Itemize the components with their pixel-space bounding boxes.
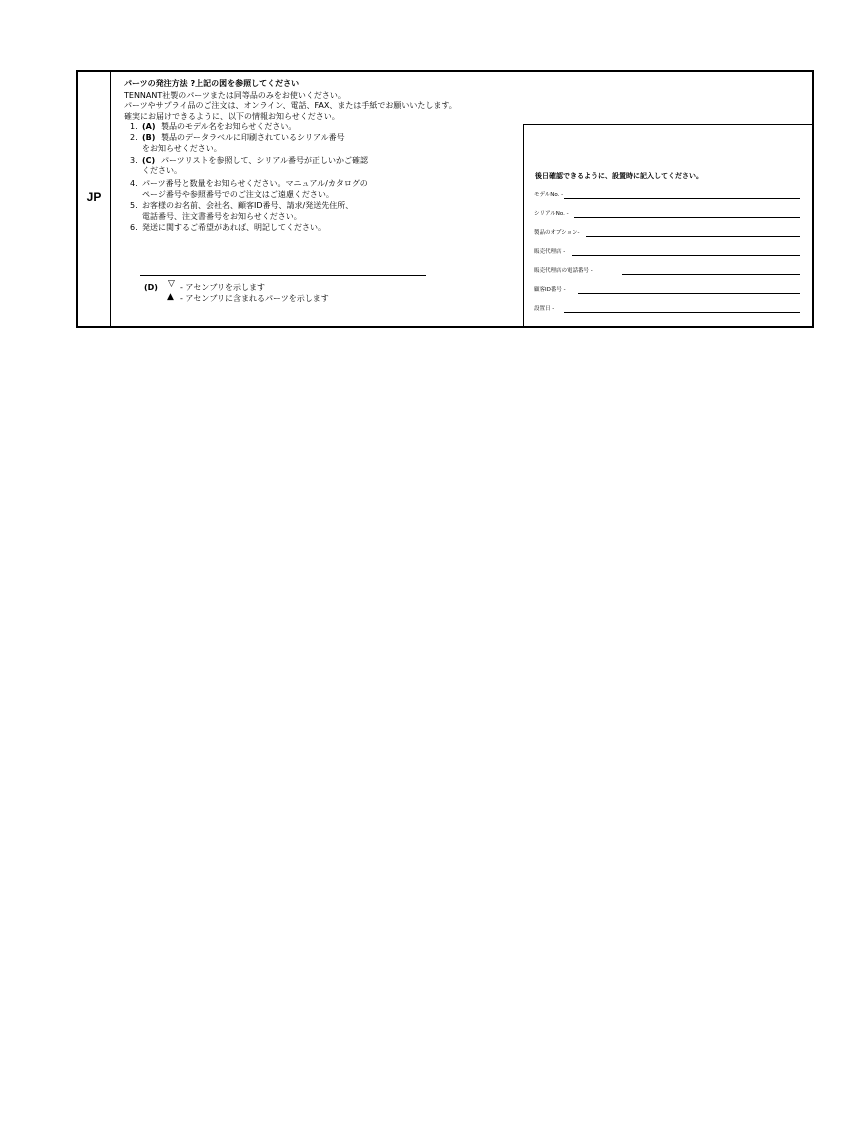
step-number: 6. [130, 223, 138, 232]
dealer-field[interactable] [534, 248, 800, 258]
field-label: 設置日 - [534, 306, 555, 312]
step-number: 3. [130, 156, 138, 165]
field-underline [564, 198, 800, 199]
field-label: 顧客ID番号 - [534, 287, 566, 293]
info-box-heading: 後日確認できるように、設置時に記入してください。 [535, 172, 703, 180]
field-label: モデルNo. - [534, 192, 564, 198]
step-number: 4. [130, 179, 138, 188]
field-underline [622, 274, 800, 275]
step-text: 発送に関するご希望があれば、明記してください。 [142, 223, 326, 232]
language-column [78, 72, 111, 326]
field-underline [586, 236, 800, 237]
step-text: をお知らせください。 [142, 144, 222, 153]
dealer-phone-field[interactable] [534, 267, 800, 277]
intro-line: 確実にお届けできるように、以下の情報お知らせください。 [124, 112, 340, 121]
serial-number-field[interactable] [534, 210, 800, 220]
step-text: お客様のお名前、会社名、顧客ID番号、請求/発送先住所、 [142, 201, 354, 210]
legend-text: - アセンブリに含まれるパーツを示します [180, 294, 329, 303]
language-code-label: JP [86, 190, 102, 204]
parts-ordering-panel [76, 70, 814, 328]
field-underline [564, 312, 800, 313]
legend-divider [140, 275, 426, 276]
field-label: 販売代理店の電話番号 - [534, 268, 593, 274]
field-label: 販売代理店 - [534, 249, 566, 255]
step-text: 製品のデータラベルに印刷されているシリアル番号 [161, 133, 345, 142]
step-text: パーツ番号と数量をお知らせください。マニュアル/カタログの [142, 179, 368, 188]
open-triangle-icon: ▽ [168, 279, 175, 289]
step-key: (A) [142, 122, 156, 131]
model-number-field[interactable] [534, 191, 800, 201]
legend-text: - アセンブリを示します [180, 283, 266, 292]
intro-line: TENNANT社製のパーツまたは同等品のみをお使いください。 [124, 91, 346, 100]
step-number: 2. [130, 133, 138, 142]
step-text: ください。 [142, 166, 182, 175]
installation-record-box [523, 124, 813, 327]
field-underline [572, 255, 800, 256]
step-number: 5. [130, 201, 138, 210]
field-label: シリアルNo. - [534, 211, 569, 217]
customer-id-field[interactable] [534, 286, 800, 296]
field-underline [574, 217, 800, 218]
field-underline [578, 293, 800, 294]
step-key: (B) [142, 133, 156, 142]
product-options-field[interactable] [534, 229, 800, 239]
step-text: 電話番号、注文書番号をお知らせください。 [142, 212, 302, 221]
field-label: 製品のオプション- [534, 230, 580, 236]
intro-line: パーツやサプライ品のご注文は、オンライン、電話、FAX、または手紙でお願いいたします。 [124, 101, 457, 110]
step-number: 1. [130, 122, 138, 131]
step-text: ページ番号や参照番号でのご注文はご遠慮ください。 [142, 190, 334, 199]
step-text: パーツリストを参照して、シリアル番号が正しいかご確認 [161, 156, 369, 165]
step-text: 製品のモデル名をお知らせください。 [161, 122, 297, 131]
step-key: (C) [142, 156, 156, 165]
section-title: パーツの発注方法 ?上記の図を参照してください [124, 79, 300, 88]
legend-key: (D) [144, 283, 158, 292]
install-date-field[interactable] [534, 305, 800, 315]
filled-triangle-icon: ▲ [167, 292, 174, 302]
